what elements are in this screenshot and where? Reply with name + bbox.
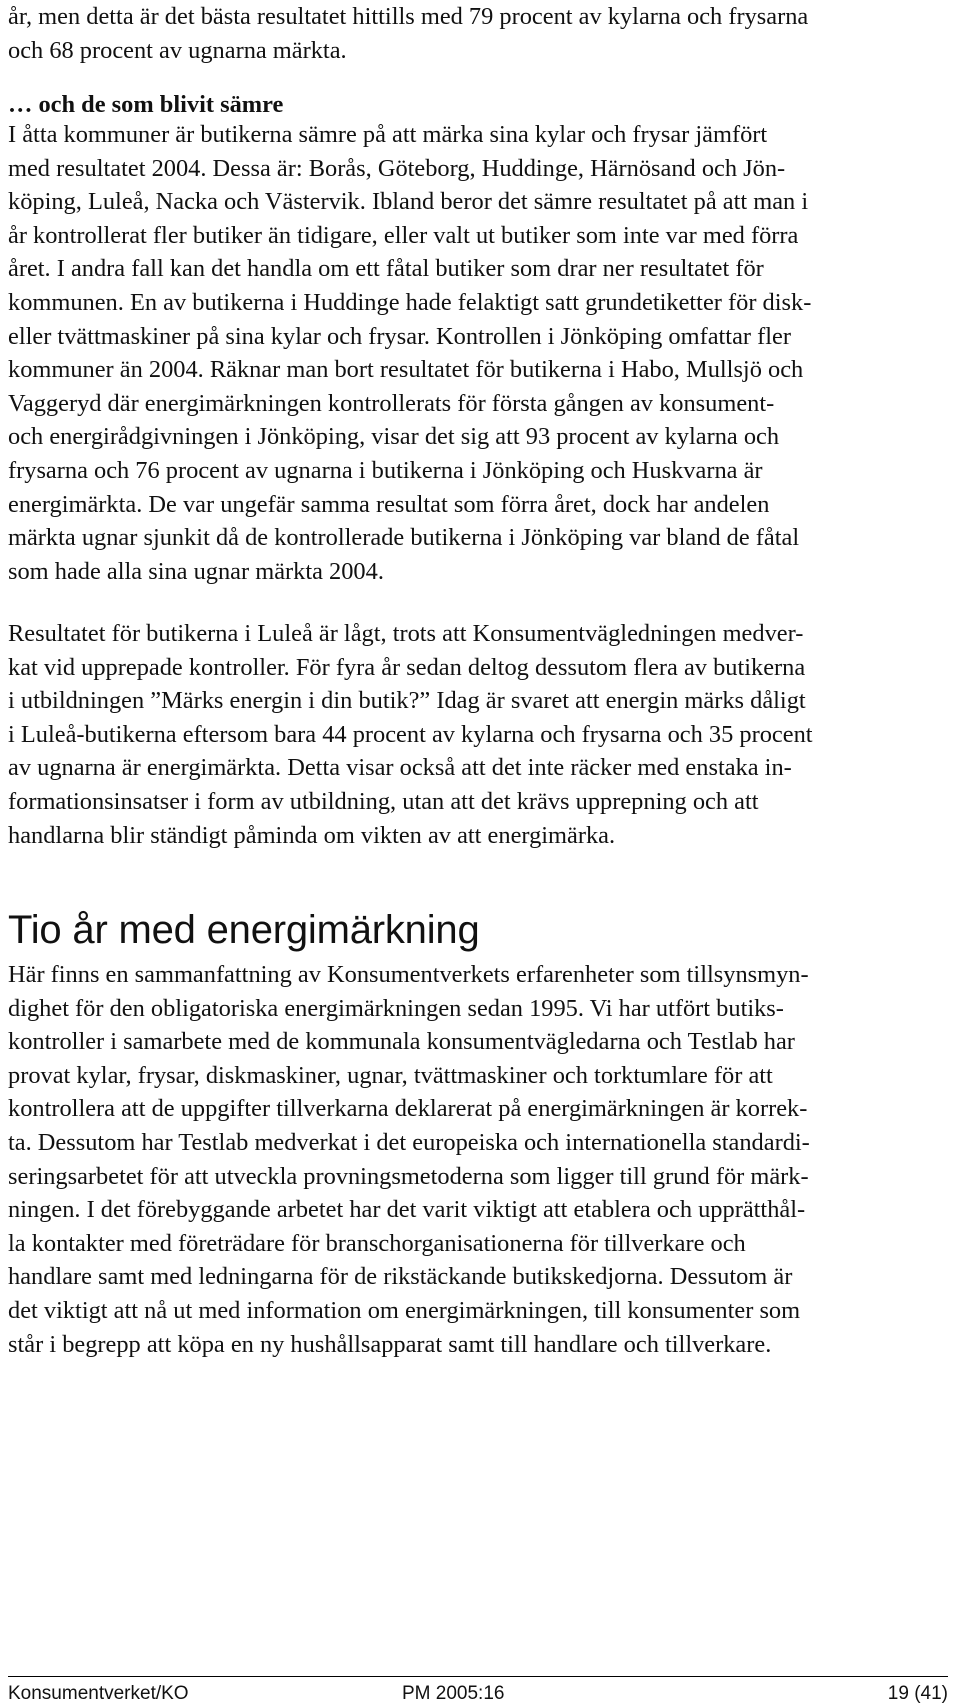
- paragraph-summary: Här finns en sammanfattning av Konsumentverkets erfarenheter som tillsynsmyn- dighet för den obligatoriska energimärkningen sedan 1995. Vi har utfört butiks- kontroller i samarbete med de kommunala konsumentvägledarna och Testlab har provat kylar, frysar, diskmaskiner, ugnar, tvättmaskiner och torktumlare för att kontrollera att de uppgifter tillverkarna deklarerat på energimärkningen är korrek- ta. Dessutom har Testlab medverkat i det europeiska och internationella standardi- seringsarbetet för att utveckla provningsmetoderna som ligger till grund för märk- ningen. I det förebyggande arbetet har det varit viktigt att etablera och upprätthål- la kontakter med företrädare för branschorganisationerna för tillverkare och handlare samt med ledningarna för de rikstäckande butikskedjorna. Dessutom är det viktigt att nå ut med information om energimärkningen, till konsumenter som står i begrepp att köpa en ny hushållsapparat samt till handlare och tillverkare.: [8, 961, 810, 1358]
- page-footer: [8, 1682, 948, 1708]
- footer-document-id: PM 2005:16: [402, 1683, 505, 1704]
- paragraph-worse-municipalities: I åtta kommuner är butikerna sämre på att märka sina kylar och frysar jämfört med resultatet 2004. Dessa är: Borås, Göteborg, Huddinge, Härnösand och Jön- köping, Luleå, Nacka och Västervik. Ibland beror det sämre resultatet på att man i år kontrollerat fler butiker än tidigare, eller valt ut butiker som inte var med förra året. I andra fall kan det handla om ett fåtal butiker som drar ner resultatet för kommunen. En av butikerna i Huddinge hade felaktigt satt grundetiketter för disk- eller tvättmaskiner på sina kylar och frysar. Kontrollen i Jönköping omfattar fler kommuner än 2004. Räknar man bort resultatet för butikerna i Habo, Mullsjö och Vaggeryd där energimärkningen kontrollerats för första gången av konsument- och energirådgivningen i Jönköping, visar det sig att 93 procent av kylarna och frysarna och 76 procent av ugnarna i butikerna i Jönköping och Huskvarna är energimärkta. De var ungefär samma resultat som förra året, dock har andelen märkta ugnar sjunkit då de kontrollerade butikerna i Jönköping var bland de fåtal som hade alla sina ugnar märkta 2004.: [8, 121, 812, 585]
- footer-publisher: Konsumentverket/KO: [8, 1683, 189, 1704]
- paragraph-lulea: Resultatet för butikerna i Luleå är lågt, trots att Konsumentvägledningen medver- kat vid upprepade kontroller. För fyra år sedan deltog dessutom flera av butikerna i utbildningen ”Märks energin i din butik?” Idag är svaret att energin märks dåligt i Luleå-butikerna eftersom bara 44 procent av kylarna och frysarna och 35 procent av ugnarna är energimärkta. Detta visar också att det inte räcker med enstaka in- formationsinsatser i form av utbildning, utan att det krävs upprepning och att handlarna blir ständigt påminda om vikten av att energimärka.: [8, 620, 813, 849]
- section-heading: Tio år med energimärkning: [8, 908, 480, 952]
- subheading-worse: … och de som blivit sämre: [8, 91, 284, 118]
- footer-divider: [8, 1676, 948, 1677]
- paragraph-intro: år, men detta är det bästa resultatet hittills med 79 procent av kylarna och frysarna och 68 procent av ugnarna märkta.: [8, 3, 809, 64]
- footer-page-number: 19 (41): [887, 1683, 948, 1704]
